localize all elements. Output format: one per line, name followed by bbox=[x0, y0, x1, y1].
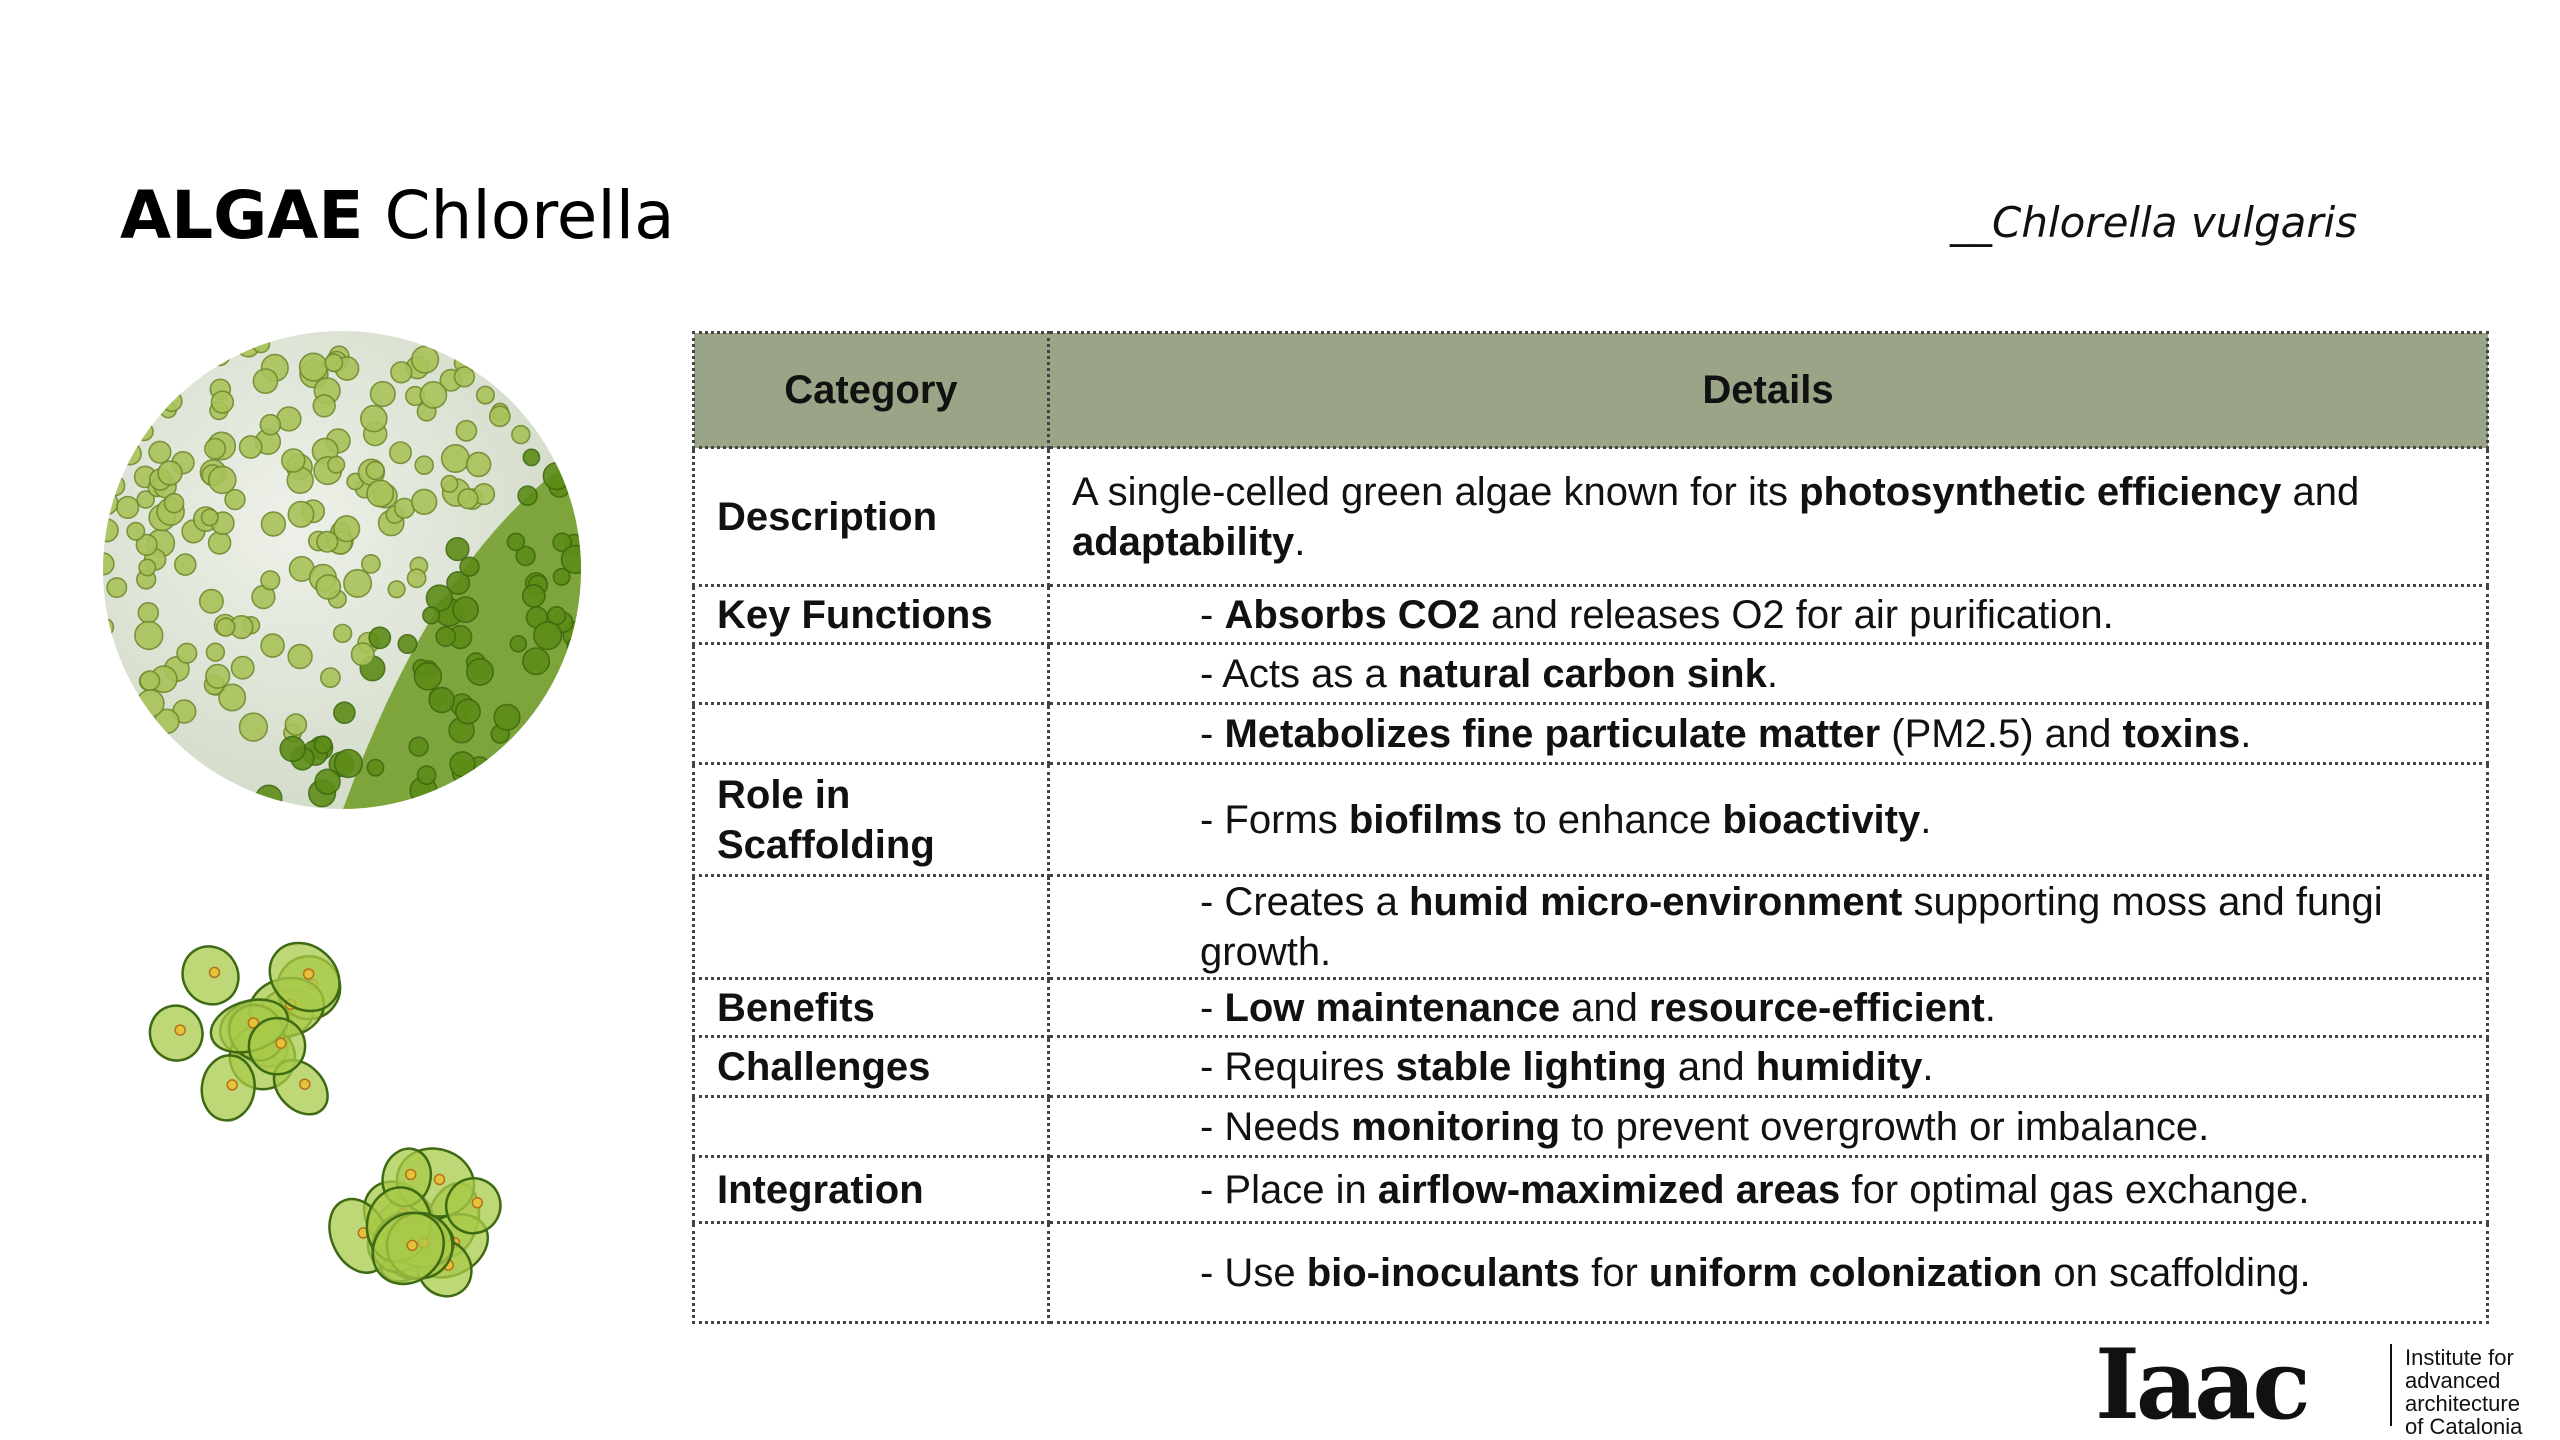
row-category: Key Functions bbox=[694, 586, 1049, 644]
detail-text: for optimal gas exchange. bbox=[1840, 1167, 2310, 1212]
detail-emphasis: toxins bbox=[2122, 711, 2241, 756]
row-category: Challenges bbox=[694, 1037, 1049, 1097]
detail-text: . bbox=[1766, 651, 1778, 696]
logo-line: advanced bbox=[2405, 1368, 2501, 1393]
detail-emphasis: resource-efficient bbox=[1649, 985, 1985, 1030]
detail-text: - Place in bbox=[1200, 1167, 1378, 1212]
detail-text: (PM2.5) and bbox=[1880, 711, 2123, 756]
table-row bbox=[694, 704, 2488, 764]
detail-text: - bbox=[1200, 592, 1225, 637]
row-details bbox=[1049, 764, 2488, 876]
row-category: Role in Scaffolding bbox=[694, 764, 1049, 876]
table-row bbox=[694, 1097, 2488, 1157]
logo-line: architecture bbox=[2405, 1391, 2520, 1416]
row-details bbox=[1049, 448, 2488, 586]
detail-emphasis: biofilms bbox=[1348, 797, 1503, 842]
title-rest: Chlorella bbox=[384, 177, 675, 254]
detail-text: A single-celled green algae known for its bbox=[1072, 469, 1800, 514]
detail-text: - Forms bbox=[1200, 797, 1349, 842]
row-category: Integration bbox=[694, 1157, 1049, 1223]
table-row bbox=[694, 586, 2488, 644]
row-details bbox=[1049, 876, 2488, 979]
row-details bbox=[1049, 1037, 2488, 1097]
detail-emphasis: adaptability bbox=[1072, 519, 1295, 564]
table-row bbox=[694, 1037, 2488, 1097]
detail-text: and bbox=[1666, 1044, 1756, 1089]
row-details bbox=[1049, 586, 2488, 644]
detail-emphasis: humid micro-environment bbox=[1408, 880, 1903, 924]
detail-text: - bbox=[1200, 985, 1225, 1030]
detail-emphasis: stable lighting bbox=[1395, 1044, 1667, 1089]
detail-emphasis: Low maintenance bbox=[1224, 985, 1561, 1030]
detail-text: - bbox=[1200, 711, 1225, 756]
logo-text bbox=[2405, 1346, 2522, 1438]
row-details bbox=[1049, 1223, 2488, 1323]
row-category bbox=[694, 644, 1049, 704]
detail-emphasis: bio-inoculants bbox=[1306, 1250, 1581, 1295]
detail-text: . bbox=[1984, 985, 1996, 1030]
detail-text: - Creates a bbox=[1200, 880, 1409, 924]
detail-text: - Acts as a bbox=[1200, 651, 1398, 696]
detail-text: supporting moss and fungi growth. bbox=[1200, 880, 2383, 974]
microscope-image bbox=[103, 331, 581, 809]
detail-text: and bbox=[1560, 985, 1650, 1030]
detail-text: . bbox=[2240, 711, 2252, 756]
row-category: Description bbox=[694, 448, 1049, 586]
detail-emphasis: photosynthetic efficiency bbox=[1799, 469, 2282, 514]
detail-emphasis: Metabolizes fine particulate matter bbox=[1224, 711, 1881, 756]
table-row bbox=[694, 1157, 2488, 1223]
row-details bbox=[1049, 1157, 2488, 1223]
table-row bbox=[694, 979, 2488, 1037]
logo-line: Institute for bbox=[2405, 1345, 2514, 1370]
detail-emphasis: airflow-maximized areas bbox=[1377, 1167, 1841, 1212]
detail-emphasis: humidity bbox=[1755, 1044, 1923, 1089]
logo-mark: Iaac bbox=[2095, 1340, 2307, 1430]
detail-text: to enhance bbox=[1502, 797, 1723, 842]
detail-emphasis: uniform colonization bbox=[1648, 1250, 2043, 1295]
row-details bbox=[1049, 704, 2488, 764]
detail-text: . bbox=[1922, 1044, 1934, 1089]
detail-text: - Requires bbox=[1200, 1044, 1396, 1089]
table-row bbox=[694, 448, 2488, 586]
detail-text: on scaffolding. bbox=[2042, 1250, 2311, 1295]
table-header-row bbox=[694, 333, 2488, 448]
row-category bbox=[694, 704, 1049, 764]
table-row bbox=[694, 876, 2488, 979]
row-category bbox=[694, 1097, 1049, 1157]
species-name: __Chlorella vulgaris bbox=[1950, 198, 2358, 247]
row-category: Benefits bbox=[694, 979, 1049, 1037]
algae-cells-illustration bbox=[110, 918, 590, 1398]
detail-text: - Use bbox=[1200, 1250, 1307, 1295]
detail-text: . bbox=[1920, 797, 1932, 842]
title-bold: ALGAE bbox=[120, 177, 364, 254]
page-title bbox=[120, 176, 675, 256]
row-category bbox=[694, 1223, 1049, 1323]
detail-text: - Needs bbox=[1200, 1104, 1352, 1149]
detail-text: to prevent overgrowth or imbalance. bbox=[1560, 1104, 2210, 1149]
detail-text: and bbox=[2281, 469, 2360, 514]
detail-text: and releases O2 for air purification. bbox=[1480, 592, 2114, 637]
detail-emphasis: bioactivity bbox=[1722, 797, 1921, 842]
detail-text: for bbox=[1580, 1250, 1649, 1295]
header-details: Details bbox=[1049, 333, 2488, 448]
table-row bbox=[694, 644, 2488, 704]
detail-text: . bbox=[1294, 519, 1306, 564]
detail-emphasis: monitoring bbox=[1351, 1104, 1561, 1149]
header-category: Category bbox=[694, 333, 1049, 448]
table-row bbox=[694, 1223, 2488, 1323]
row-details bbox=[1049, 644, 2488, 704]
logo-line: of Catalonia bbox=[2405, 1414, 2523, 1439]
detail-emphasis: natural carbon sink bbox=[1397, 651, 1767, 696]
row-details bbox=[1049, 1097, 2488, 1157]
row-category bbox=[694, 876, 1049, 979]
info-table bbox=[692, 331, 2489, 1324]
table-row bbox=[694, 764, 2488, 876]
detail-emphasis: Absorbs CO2 bbox=[1224, 592, 1481, 637]
row-details bbox=[1049, 979, 2488, 1037]
